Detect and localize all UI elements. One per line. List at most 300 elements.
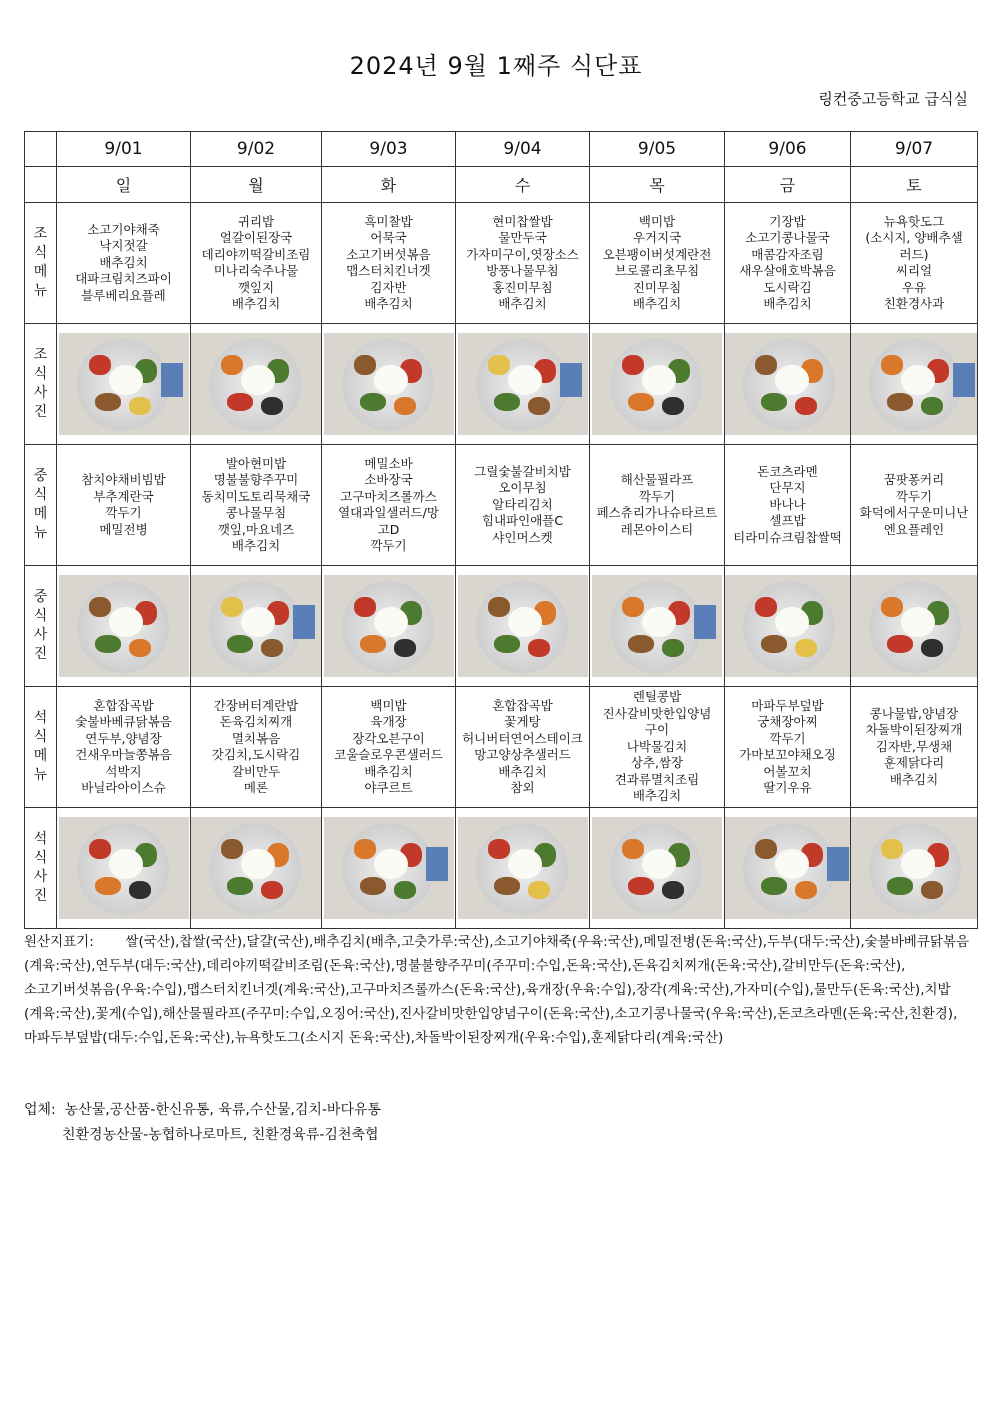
menu-item: 콩나물무침 [225,505,287,520]
date-cell: 9/03 [322,132,456,167]
row-label-char: 사 [33,627,48,643]
menu-item: 깍두기 [769,730,806,746]
rice [109,849,143,879]
row-label-char: 식 [33,729,48,745]
menu-item: 배추김치 [498,296,547,311]
dinner-photo-cell [191,808,322,929]
menu-item: 메밀소바 [364,455,413,471]
rice [241,849,275,879]
menu-item: 소바장국 [364,472,413,487]
row-label-char: 식 [33,245,48,261]
row-label-char: 메 [33,506,48,522]
menu-item: 방풍나물무침 [486,263,559,278]
rice [901,365,935,395]
dinner-menu-cell [57,687,191,808]
breakfast-menu-cell [725,203,851,324]
menu-item: 미나리숙주나물 [213,263,299,278]
menu-item: 김자반,무생채 [875,738,953,754]
menu-item: 백미밥 [370,697,407,713]
food-item [354,597,376,617]
rice [374,365,408,395]
menu-item: 소고기버섯볶음 [346,246,431,262]
lunch-menu-row [25,445,978,566]
dinner-photo-cell [57,808,191,929]
menu-item: 렌틸콩밥 [632,689,682,705]
origin-label: 원산지표기: [24,934,94,950]
menu-item: 동치미도토리묵채국 [201,488,311,504]
food-item [261,639,283,657]
dinner-menu-row [25,687,978,808]
rice [775,365,809,395]
side-dish [694,605,716,639]
meal-photo [458,333,588,435]
menu-item: 우거지국 [632,230,682,245]
breakfast-menu-cell [57,203,191,324]
menu-item: 깻잎,마요네즈 [217,521,295,537]
food-item [95,393,121,411]
rice [642,607,676,637]
dinner-photo-cell [851,808,978,929]
food-item [795,881,817,899]
row-label-char: 메 [33,748,48,764]
food-item [528,639,550,657]
menu-item: 데리야끼떡갈비조림 [201,246,311,262]
dinner-photo-row [25,808,978,929]
food-item [488,355,510,375]
menu-item: 흑미찰밥 [364,213,413,229]
meal-photo [851,575,978,677]
row-label-char: 뉴 [33,525,48,541]
food-item [394,397,416,415]
breakfast-photo-cell [725,324,851,445]
menu-item: 백미밥 [638,213,676,229]
food-item [755,355,777,375]
date-cell: 9/01 [57,132,191,167]
meal-photo [725,333,851,435]
meal-photo [458,817,588,919]
meal-photo [324,333,454,435]
menu-item: 부추계란국 [93,488,154,504]
rice [508,607,542,637]
lunch-photo-cell [725,566,851,687]
menu-item: 알타리김치 [492,496,553,512]
meal-photo [725,575,851,677]
rice [775,607,809,637]
food-item [354,839,376,859]
food-item [95,635,121,653]
food-item [261,881,283,899]
food-item [881,839,903,859]
menu-item: 돈코츠라멘 [757,463,818,479]
breakfast-photo-cell [322,324,456,445]
lunch-menu-cell [851,445,978,566]
food-item [887,393,913,411]
menu-item: 새우살애호박볶음 [739,263,836,278]
lunch-menu-cell [191,445,322,566]
menu-item: 레몬아이스티 [620,521,694,537]
menu-item: 깻잎지 [237,279,275,295]
rice [241,607,275,637]
menu-item: 가자미구이,엿장소스 [466,246,579,262]
menu-item: 바나나 [769,496,806,512]
menu-item: 물만두국 [498,230,547,245]
row-label-char: 뉴 [33,767,48,783]
menu-item: 배추김치 [364,296,413,311]
menu-item: 진미무침 [632,279,682,295]
menu-table [24,131,978,929]
side-dish [953,363,975,397]
meal-photo [458,575,588,677]
menu-item: 씨리얼 [895,263,933,278]
menu-item: 숯불바베큐닭볶음 [75,714,172,729]
rice [775,849,809,879]
menu-item: 장각오븐구이 [352,730,425,746]
menu-item: 메론 [243,780,269,795]
menu-item: 단무지 [769,480,806,496]
row-label-breakfast_menu [25,203,57,324]
menu-item: 명불불향주꾸미 [213,472,299,487]
menu-item: 현미찹쌀밥 [492,213,553,229]
menu-item: 홍진미무침 [492,279,553,295]
food-item [221,355,243,375]
food-item [227,393,253,411]
menu-item: 블루베리요플레 [81,287,166,303]
date-cell: 9/06 [725,132,851,167]
breakfast-photo-row [25,324,978,445]
dinner-menu-cell [456,687,590,808]
breakfast-menu-cell [851,203,978,324]
weekday-cell: 월 [191,167,322,203]
food-item [622,355,644,375]
origin-text: 쌀(국산),찹쌀(국산),달걀(국산),배추김치(배추,고춧가루:국산),소고기야채죽(우육:국산),메밀전병(돈육:국산),두부(대두:국산),숯불바베큐닭볶음(계육:국산),연두부(대두:국산),데리야끼떡갈비조림(돈육:국산),명불불향주꾸미(주꾸미:수입,돈육:국산),돈육김치찌개(돈육:국산),갈비만두(돈육:국산),소고기버섯볶음(우육:수입),맵스터치킨너겟(계육:국산),고구마치즈롤까스(돈육:국산),육개장(우육:수입),장각(계육:국산),가자미(수입),물만두(돈육:국산),치밥(계육:국산),꽃게(수입),해산물필라프(주꾸미:수입,오징어:국산),진사갈비맛한입양념구이(돈육:국산),소고기콩나물국(우육:국산),돈코츠라멘(돈육:국산,친환경),마파두부덮밥(대두:수입,돈육:국산),뉴욕핫도그(소시지 돈육:국산),차돌박이된장찌개(우육:수입),훈제닭다리(계육:국산) [24,934,969,1046]
weekday-row [25,167,978,203]
rice [508,849,542,879]
menu-item: 상추,쌈장 [630,755,684,771]
menu-item: 배추김치 [763,296,812,311]
menu-item: 열대과일샐러드/망 [338,505,439,520]
row-label-char: 조 [33,226,48,242]
food-item [261,397,283,415]
rice [508,365,542,395]
breakfast-photo-cell [456,324,590,445]
rice [901,607,935,637]
menu-item: 김자반 [370,279,407,295]
food-item [528,397,550,415]
food-item [622,839,644,859]
vendor-line-1: 농산물,공산품-한신유통, 육류,수산물,김치-바다유통 [64,1102,382,1118]
menu-item: 낙지젓갈 [99,238,148,254]
menu-item: 갓김치,도시락김 [211,747,301,762]
row-label-char: 식 [33,608,48,624]
lunch-photo-cell [322,566,456,687]
food-item [662,397,684,415]
weekday-cell: 목 [590,167,725,203]
school-name: 링컨중고등학교 급식실 [818,90,968,108]
menu-item: 참외 [510,780,535,795]
rice [241,365,275,395]
menu-item: 고D [377,521,400,537]
menu-item: 배추김치 [498,763,547,779]
date-corner [25,132,57,167]
menu-item: 우유 [901,279,927,295]
food-item [354,355,376,375]
dinner-photo-cell [322,808,456,929]
row-label-char: 식 [33,487,48,503]
menu-item: 깍두기 [370,538,407,553]
meal-photo [191,575,321,677]
menu-item: 소고기콩나물국 [745,230,830,245]
menu-item: 딸기우유 [763,780,812,795]
breakfast-menu-cell [590,203,725,324]
menu-item: 견과류멸치조림 [614,771,700,787]
menu-item: 석박지 [105,763,142,779]
row-label-char: 석 [33,831,48,847]
food-item [662,881,684,899]
weekday-cell: 수 [456,167,590,203]
dinner-menu-cell [191,687,322,808]
vendor-line-2: 친환경농산물-농협하나로마트, 친환경육류-김천축협 [62,1127,379,1143]
row-label-dinner_photo [25,808,57,929]
row-label-char: 진 [33,888,48,904]
menu-item: 간장버터계란밥 [213,697,299,713]
food-item [129,397,151,415]
date-cell: 9/07 [851,132,978,167]
menu-item: 육개장 [370,714,407,729]
rice [109,607,143,637]
lunch-menu-cell [456,445,590,566]
menu-item: 구이 [644,722,670,738]
breakfast-menu-cell [322,203,456,324]
meal-photo [59,817,189,919]
vendor-label: 업체: [24,1102,56,1118]
menu-item: 셀프밥 [769,513,806,529]
meal-photo [191,333,321,435]
food-item [628,635,654,653]
menu-item: (소시지, 양배추샐 [865,230,963,245]
menu-item: 깍두기 [638,488,676,504]
menu-item: 소고기야채죽 [87,221,160,237]
origin-info [24,930,969,1050]
food-item [755,597,777,617]
menu-item: 가마보꼬야채오징 [739,747,836,762]
food-item [129,639,151,657]
weekday-cell: 화 [322,167,456,203]
meal-photo [592,817,722,919]
menu-item: 샤인머스켓 [492,529,553,545]
menu-item: 오이무침 [498,480,547,496]
menu-item: 배추김치 [632,788,682,804]
food-item [795,397,817,415]
food-item [494,393,520,411]
food-item [921,639,943,657]
menu-item: 페스츄리가나슈타르트 [596,505,718,520]
food-item [881,355,903,375]
food-item [360,393,386,411]
menu-item: 혼합잡곡밥 [492,697,553,713]
row-label-char: 뉴 [33,283,48,299]
dinner-menu-cell [590,687,725,808]
menu-item: 차돌박이된장찌개 [865,722,963,738]
food-item [360,877,386,895]
food-item [761,393,787,411]
food-item [622,597,644,617]
menu-item: 배추김치 [231,296,281,311]
food-item [921,397,943,415]
date-row [25,132,978,167]
rice [901,849,935,879]
lunch-menu-cell [322,445,456,566]
menu-item: 고구마치즈롤까스 [340,488,437,504]
food-item [129,881,151,899]
menu-item: 티라미슈크림찹쌀떡 [733,529,842,545]
menu-item: 발아현미밥 [225,455,287,471]
menu-item: 훈제닭다리 [883,755,945,771]
row-label-char: 식 [33,366,48,382]
food-item [89,839,111,859]
menu-item: 러드) [899,246,929,262]
menu-item: 연두부,양념장 [85,730,162,746]
meal-photo [191,817,321,919]
food-item [755,839,777,859]
food-item [227,635,253,653]
menu-item: 오븐팽이버섯계란전 [602,246,712,262]
food-item [628,877,654,895]
menu-item: 메밀전병 [99,521,148,537]
breakfast-menu-cell [456,203,590,324]
weekday-cell: 금 [725,167,851,203]
lunch-menu-cell [590,445,725,566]
lunch-menu-cell [57,445,191,566]
menu-item: 맵스터치킨너겟 [346,263,431,278]
meal-photo [59,333,189,435]
lunch-photo-cell [57,566,191,687]
menu-item: 나박물김치 [626,738,688,754]
row-label-char: 진 [33,646,48,662]
menu-item: 엔요플레인 [883,521,945,537]
menu-item: 배추김치 [632,296,682,311]
meal-photo [592,575,722,677]
menu-item: 도시락김 [763,279,812,295]
row-label-char: 석 [33,710,48,726]
weekday-cell: 일 [57,167,191,203]
menu-item: 배추김치 [364,763,413,779]
side-dish [827,847,849,881]
rice [109,365,143,395]
menu-item: 브로콜리초무침 [614,263,700,278]
food-item [921,881,943,899]
meal-photo [59,575,189,677]
menu-item: 꽃게탕 [504,714,541,729]
food-item [761,877,787,895]
food-item [494,635,520,653]
menu-item: 힘내파인애플C [481,513,564,529]
dinner-photo-cell [725,808,851,929]
date-cell: 9/04 [456,132,590,167]
menu-item: 그릴숯불갈비치밥 [474,463,571,479]
menu-item: 친환경사과 [883,296,945,311]
breakfast-photo-cell [57,324,191,445]
lunch-photo-cell [851,566,978,687]
breakfast-menu-cell [191,203,322,324]
food-item [221,839,243,859]
food-item [795,639,817,657]
food-item [494,877,520,895]
food-item [528,881,550,899]
menu-item: 마파두부덮밥 [751,697,824,713]
row-label-char: 중 [33,589,48,605]
food-item [887,635,913,653]
page-title: 2024년 9월 1째주 식단표 [349,52,643,80]
menu-item: 대파크림치즈파이 [75,271,172,287]
food-item [887,877,913,895]
rice [642,849,676,879]
food-item [761,635,787,653]
menu-item: 야쿠르트 [364,780,413,795]
lunch-photo-cell [191,566,322,687]
vendor-info [24,1098,381,1148]
food-item [881,597,903,617]
menu-item: 돈육김치찌개 [219,714,293,729]
food-item [360,635,386,653]
side-dish [426,847,448,881]
date-cell: 9/02 [191,132,322,167]
row-label-char: 조 [33,347,48,363]
meal-photo [851,817,978,919]
meal-photo [324,575,454,677]
menu-item: 참치야채비빔밥 [81,472,166,487]
menu-item: 배추김치 [889,771,939,787]
menu-item: 어묵국 [370,230,407,245]
food-item [227,877,253,895]
row-label-char: 사 [33,869,48,885]
lunch-photo-cell [590,566,725,687]
menu-item: 배추김치 [231,538,281,553]
dinner-photo-cell [590,808,725,929]
menu-item: 건새우마늘쫑볶음 [75,747,172,762]
menu-item: 바닐라아이스슈 [81,780,166,795]
menu-item: 귀리밥 [237,213,275,229]
breakfast-photo-cell [851,324,978,445]
menu-item: 배추김치 [99,254,148,270]
row-label-char: 사 [33,385,48,401]
menu-item: 궁채장아찌 [757,714,818,729]
food-item [662,639,684,657]
food-item [628,393,654,411]
menu-item: 갈비만두 [231,763,281,779]
side-dish [293,605,315,639]
menu-item: 망고양상추샐러드 [474,747,571,762]
date-cell: 9/05 [590,132,725,167]
lunch-photo-cell [456,566,590,687]
menu-item: 깍두기 [105,505,142,520]
food-item [89,355,111,375]
food-item [488,597,510,617]
menu-item: 멸치볶음 [231,730,281,746]
menu-item: 얼갈이된장국 [219,230,293,245]
rice [374,849,408,879]
meal-photo [592,333,722,435]
menu-item: 매콤감자조림 [751,246,824,262]
dinner-menu-cell [725,687,851,808]
dinner-photo-cell [456,808,590,929]
dinner-menu-cell [322,687,456,808]
meal-photo [324,817,454,919]
side-dish [161,363,183,397]
menu-item: 어볼꼬치 [763,763,812,779]
lunch-photo-row [25,566,978,687]
row-label-char: 중 [33,468,48,484]
breakfast-menu-row [25,203,978,324]
